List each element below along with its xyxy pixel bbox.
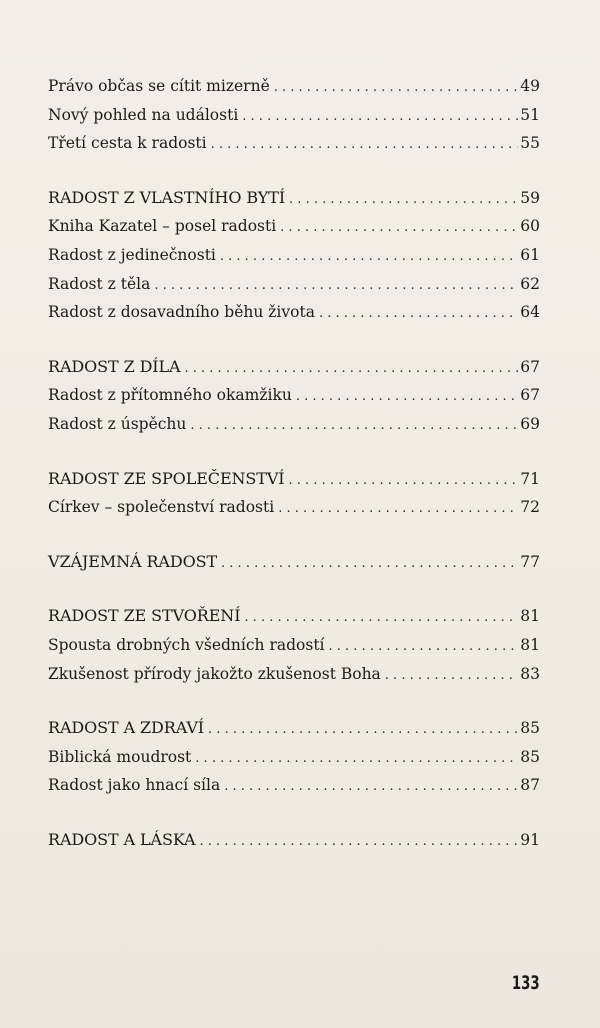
toc-entry-title: Nový pohled na události bbox=[48, 105, 239, 124]
toc-entry-page: 61 bbox=[520, 245, 540, 264]
toc-entry-page: 59 bbox=[520, 188, 540, 207]
toc-entry-title: RADOST A ZDRAVÍ bbox=[48, 718, 205, 738]
dot-leader bbox=[280, 214, 518, 243]
toc-group bbox=[48, 826, 540, 855]
toc-entry-page: 67 bbox=[520, 357, 540, 376]
toc-group bbox=[48, 548, 540, 577]
toc-chapter-heading bbox=[48, 602, 540, 631]
toc-entry-page: 71 bbox=[520, 469, 540, 488]
dot-leader bbox=[211, 131, 519, 160]
toc-group bbox=[48, 714, 540, 800]
dot-leader bbox=[319, 300, 518, 329]
toc-group bbox=[48, 602, 540, 688]
dot-leader bbox=[385, 662, 518, 691]
toc-entry-title: Třetí cesta k radosti bbox=[48, 134, 207, 153]
toc-entry-page: 64 bbox=[520, 303, 540, 322]
toc-entry-title: Radost z úspěchu bbox=[48, 414, 187, 433]
toc-entry bbox=[48, 129, 540, 158]
toc-entry-page: 91 bbox=[520, 830, 540, 849]
toc-entry bbox=[48, 493, 540, 522]
dot-leader bbox=[190, 412, 518, 441]
toc-entry bbox=[48, 410, 540, 439]
toc-entry-title: Zkušenost přírody jakožto zkušenost Boha bbox=[48, 664, 381, 683]
toc-entry-page: 67 bbox=[520, 386, 540, 405]
toc-entry-title: Církev – společenství radosti bbox=[48, 498, 275, 517]
toc-entry bbox=[48, 72, 540, 101]
toc-entry bbox=[48, 101, 540, 130]
toc-chapter-heading bbox=[48, 826, 540, 855]
dot-leader bbox=[221, 550, 518, 579]
dot-leader bbox=[242, 103, 518, 132]
toc-entry bbox=[48, 631, 540, 660]
toc-entry-title: Kniha Kazatel – posel radosti bbox=[48, 217, 277, 236]
toc-entry-page: 81 bbox=[520, 607, 540, 626]
toc-entry bbox=[48, 241, 540, 270]
toc-entry-title: RADOST Z VLASTNÍHO BYTÍ bbox=[48, 187, 286, 207]
toc-entry-title: Spousta drobných všedních radostí bbox=[48, 635, 325, 654]
toc-group bbox=[48, 465, 540, 522]
toc-entry-title: Radost jako hnací síla bbox=[48, 776, 221, 795]
dot-leader bbox=[154, 272, 518, 301]
toc-entry-page: 60 bbox=[520, 217, 540, 236]
dot-leader bbox=[224, 773, 518, 802]
dot-leader bbox=[289, 467, 519, 496]
dot-leader bbox=[296, 383, 518, 412]
toc-entry-title: Radost z dosavadního běhu života bbox=[48, 303, 315, 322]
page-number: 133 bbox=[512, 972, 540, 994]
toc-entry-page: 62 bbox=[520, 274, 540, 293]
toc-entry-title: RADOST ZE SPOLEČENSTVÍ bbox=[48, 468, 285, 488]
dot-leader bbox=[274, 74, 519, 103]
toc-entry-page: 51 bbox=[520, 105, 540, 124]
toc-chapter-heading bbox=[48, 465, 540, 494]
toc-entry-title: Radost z jedinečnosti bbox=[48, 245, 216, 264]
toc-chapter-heading bbox=[48, 714, 540, 743]
dot-leader bbox=[220, 243, 518, 272]
toc-entry-title: RADOST ZE STVOŘENÍ bbox=[48, 606, 241, 626]
toc-entry-page: 77 bbox=[520, 552, 540, 571]
dot-leader bbox=[244, 604, 518, 633]
toc-entry-title: RADOST A LÁSKA bbox=[48, 829, 196, 849]
dot-leader bbox=[208, 716, 518, 745]
toc-group bbox=[48, 353, 540, 439]
toc-entry-page: 85 bbox=[520, 719, 540, 738]
toc-entry bbox=[48, 381, 540, 410]
toc-entry-title: Biblická moudrost bbox=[48, 747, 192, 766]
toc-entry-page: 69 bbox=[520, 414, 540, 433]
toc-entry bbox=[48, 660, 540, 689]
dot-leader bbox=[200, 828, 519, 857]
toc-entry-title: Právo občas se cítit mizerně bbox=[48, 77, 270, 95]
toc-entry-page: 49 bbox=[520, 77, 540, 95]
toc-chapter-heading bbox=[48, 184, 540, 213]
toc-entry-page: 83 bbox=[520, 664, 540, 683]
toc-entry bbox=[48, 212, 540, 241]
toc-entry-page: 85 bbox=[520, 747, 540, 766]
toc-chapter-heading bbox=[48, 353, 540, 382]
toc-entry-title: VZÁJEMNÁ RADOST bbox=[48, 551, 218, 571]
toc-entry-page: 72 bbox=[520, 498, 540, 517]
toc-entry-title: Radost z těla bbox=[48, 274, 151, 293]
toc-entry bbox=[48, 743, 540, 772]
toc-entry bbox=[48, 298, 540, 327]
dot-leader bbox=[329, 633, 519, 662]
dot-leader bbox=[195, 745, 518, 774]
toc-group bbox=[48, 72, 540, 158]
toc-entry-page: 55 bbox=[520, 134, 540, 153]
dot-leader bbox=[185, 355, 519, 384]
toc-entry bbox=[48, 270, 540, 299]
toc-entry-page: 81 bbox=[520, 635, 540, 654]
toc-group bbox=[48, 184, 540, 327]
toc-entry bbox=[48, 771, 540, 800]
toc-chapter-heading bbox=[48, 548, 540, 577]
toc-entry-title: Radost z přítomného okamžiku bbox=[48, 386, 292, 405]
dot-leader bbox=[278, 495, 518, 524]
toc-entry-title: RADOST Z DÍLA bbox=[48, 356, 181, 376]
table-of-contents bbox=[48, 72, 540, 880]
toc-entry-page: 87 bbox=[520, 776, 540, 795]
dot-leader bbox=[289, 186, 518, 215]
